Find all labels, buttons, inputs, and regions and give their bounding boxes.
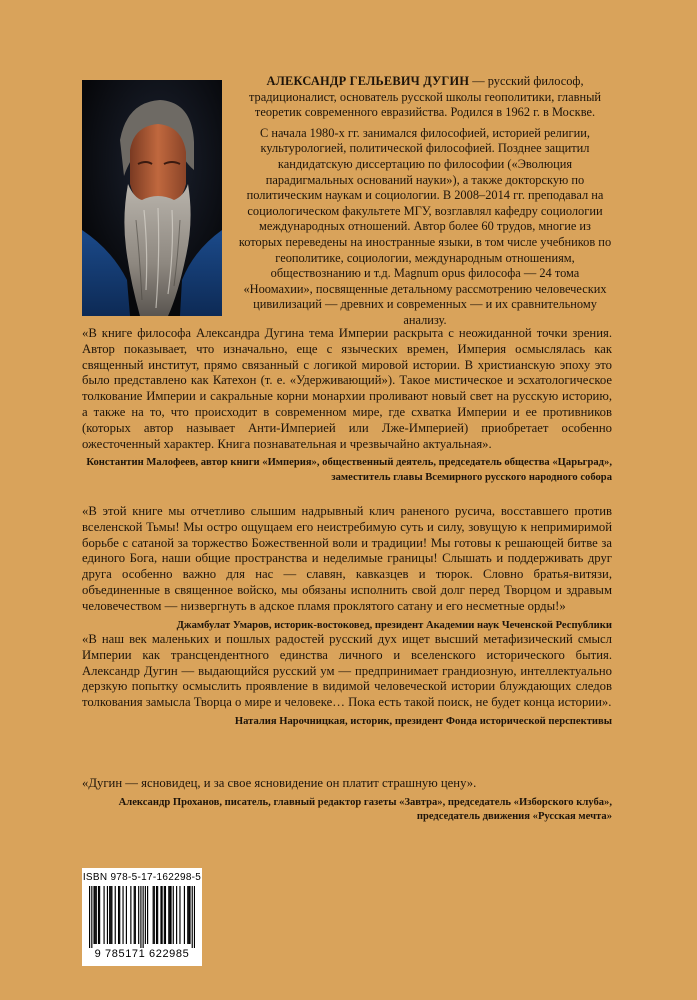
barcode-bar xyxy=(192,886,193,948)
barcode-bar xyxy=(165,886,166,944)
barcode-bar xyxy=(135,886,136,944)
barcode-bar xyxy=(188,886,189,944)
barcode-bar xyxy=(170,886,171,944)
barcode-bar xyxy=(138,886,139,944)
barcode-bar xyxy=(111,886,112,944)
barcode-bar xyxy=(118,886,119,944)
barcode-bar xyxy=(98,886,99,944)
barcode-bar xyxy=(122,886,123,944)
barcode-bars xyxy=(89,886,195,948)
barcode-bar xyxy=(140,886,141,948)
bio-intro-paragraph xyxy=(238,74,612,121)
barcode-bar xyxy=(130,886,131,944)
quote-attribution: Джамбулат Умаров, историк-востоковед, президент Академии наук Чеченской Республики xyxy=(176,619,612,631)
isbn-barcode xyxy=(82,868,202,966)
barcode-bar xyxy=(147,886,148,944)
review-quote-3 xyxy=(82,632,612,730)
barcode-bar xyxy=(184,886,185,944)
bio-intro-text: — русский философ, традиционалист, основатель русской школы геополитики, главный теоретик современного евразийства. Родился в 1962 г. в Москве. xyxy=(248,74,602,120)
barcode-bar xyxy=(91,886,92,948)
barcode-bar xyxy=(134,886,135,944)
isbn-label: ISBN 978-5-17-162298-5 xyxy=(82,872,202,883)
bio-career-paragraph: С начала 1980-х гг. занимался философией, историей религии, культурологией, политической философией. Позднее защитил кандидатскую диссертацию по философии («Эволюция парадигмальных оснований науки»), а также докторскую по политическим наукам и социологии. В 2008–2014 гг. преподавал на социологическом факультете МГУ, возглавлял кафедру социологии международных отношений. Автор более 60 трудов, многие из которых переведены на иностранные языки, в том числе учебников по геополитике, социологии, международным отношениям, обществознанию и т.д. Magnum opus философа — 24 тома «Ноомахии», посвященные детальному рассмотрению человеческих цивилизаций — древних и современных — и их сравнительному анализу. xyxy=(238,125,612,327)
barcode-bar xyxy=(194,886,195,948)
barcode-bar xyxy=(93,886,94,944)
barcode-bar xyxy=(99,886,100,944)
barcode-bar xyxy=(115,886,116,944)
author-name: АЛЕКСАНДР ГЕЛЬЕВИЧ ДУГИН xyxy=(266,74,470,88)
review-quote-1 xyxy=(82,326,612,486)
barcode-bar xyxy=(164,886,165,944)
author-portrait-image xyxy=(82,80,222,316)
quote-text: «Дугин — ясновидец, и за свое ясновидение он платит страшную цену». xyxy=(82,776,477,790)
barcode-bar xyxy=(109,886,110,944)
barcode-bar xyxy=(110,886,111,944)
author-bio xyxy=(238,74,612,334)
author-portrait xyxy=(82,80,222,316)
quote-attribution: Константин Малофеев, автор книги «Империя», общественный деятель, председатель общества «Царьград», заместитель главы Всемирного русского народного собора xyxy=(86,457,612,483)
barcode-bar xyxy=(160,886,161,944)
barcode-bar xyxy=(126,886,127,944)
barcode-bar xyxy=(154,886,155,944)
barcode-bar xyxy=(157,886,158,944)
barcode-bar xyxy=(153,886,154,944)
barcode-bar xyxy=(107,886,108,944)
quote-attribution: Наталия Нарочницкая, историк, президент Фонда исторической перспективы xyxy=(234,715,612,727)
barcode-bar xyxy=(96,886,97,944)
barcode-bar xyxy=(169,886,170,944)
quote-text: «В наш век маленьких и пошлых радостей русский дух ищет высший метафизический смысл Империи как трансцендентного единства личного и вселенского исторического бытия. Александр Дугин — выдающийся русский ум — предпринимает грандиозную, интеллектуально дерзкую попытку осмыслить проявление в видимой человеческой истории блуждающих следов толкования замысла Творца о мире и человеке… Пока есть такой поиск, не будет конца истории». xyxy=(82,632,612,710)
barcode-digits: 9 785171 622985 xyxy=(94,948,190,960)
barcode-bar xyxy=(179,886,180,944)
quote-text: «В книге философа Александра Дугина тема Империи раскрыта с неожиданной точки зрения. Автор показывает, что изначально, еще с языческих времен, Империя осмыслялась как священный институт, прямо связанный с логикой мировой истории. В христианскую эпоху это было представлено как Катехон (т. е. «Удерживающий»). Такое мистическое и эсхатологическое толкование Империи и сакральные корни монархии проливают новый свет на русскую историю, а также на то, что происходит в современном мире, где схватка Империи и ее противников (которых автор называет Анти-Империей или Лже-Империей) приобретает особенно ожесточенный характер. Книга познавательная и чрезвычайно актуальная». xyxy=(82,326,612,451)
quote-text: «В этой книге мы отчетливо слышим надрывный клич раненого русича, восставшего против вселенской Тьмы! Мы остро ощущаем его неистребимую суть и силу, зовущую к непримиримой борьбе с сатаной за торжество Божественной воли и традиции! Мы готовы к решающей битве за единого Бога, наши общие пространства и неделимые границы! Слышать и поддерживать друг друга особенно важно для нас — славян, кавказцев и тюрок. Словно братья-витязи, объединенные в священное войско, мы обязаны исполнить свой долг перед Творцом и здравым человечеством — низвергнуть в адское пламя проклятого сатану и его несметные орды!» xyxy=(82,504,612,613)
barcode-bar xyxy=(176,886,177,944)
barcode-bar xyxy=(173,886,174,944)
barcode-bar xyxy=(119,886,120,944)
review-quote-2 xyxy=(82,504,612,633)
barcode-bar xyxy=(95,886,96,944)
barcode-bar xyxy=(162,886,163,944)
barcode-bar xyxy=(89,886,90,948)
barcode-bar xyxy=(168,886,169,944)
barcode-bar xyxy=(104,886,105,944)
review-quote-4 xyxy=(82,776,612,825)
barcode-bar xyxy=(156,886,157,944)
quote-attribution: Александр Проханов, писатель, главный редактор газеты «Завтра», председатель «Изборского клуба», председатель движения «Русская мечта» xyxy=(118,796,612,823)
barcode-bar xyxy=(189,886,190,944)
barcode-bar xyxy=(187,886,188,944)
barcode-bar xyxy=(143,886,144,948)
barcode-bar xyxy=(145,886,146,944)
